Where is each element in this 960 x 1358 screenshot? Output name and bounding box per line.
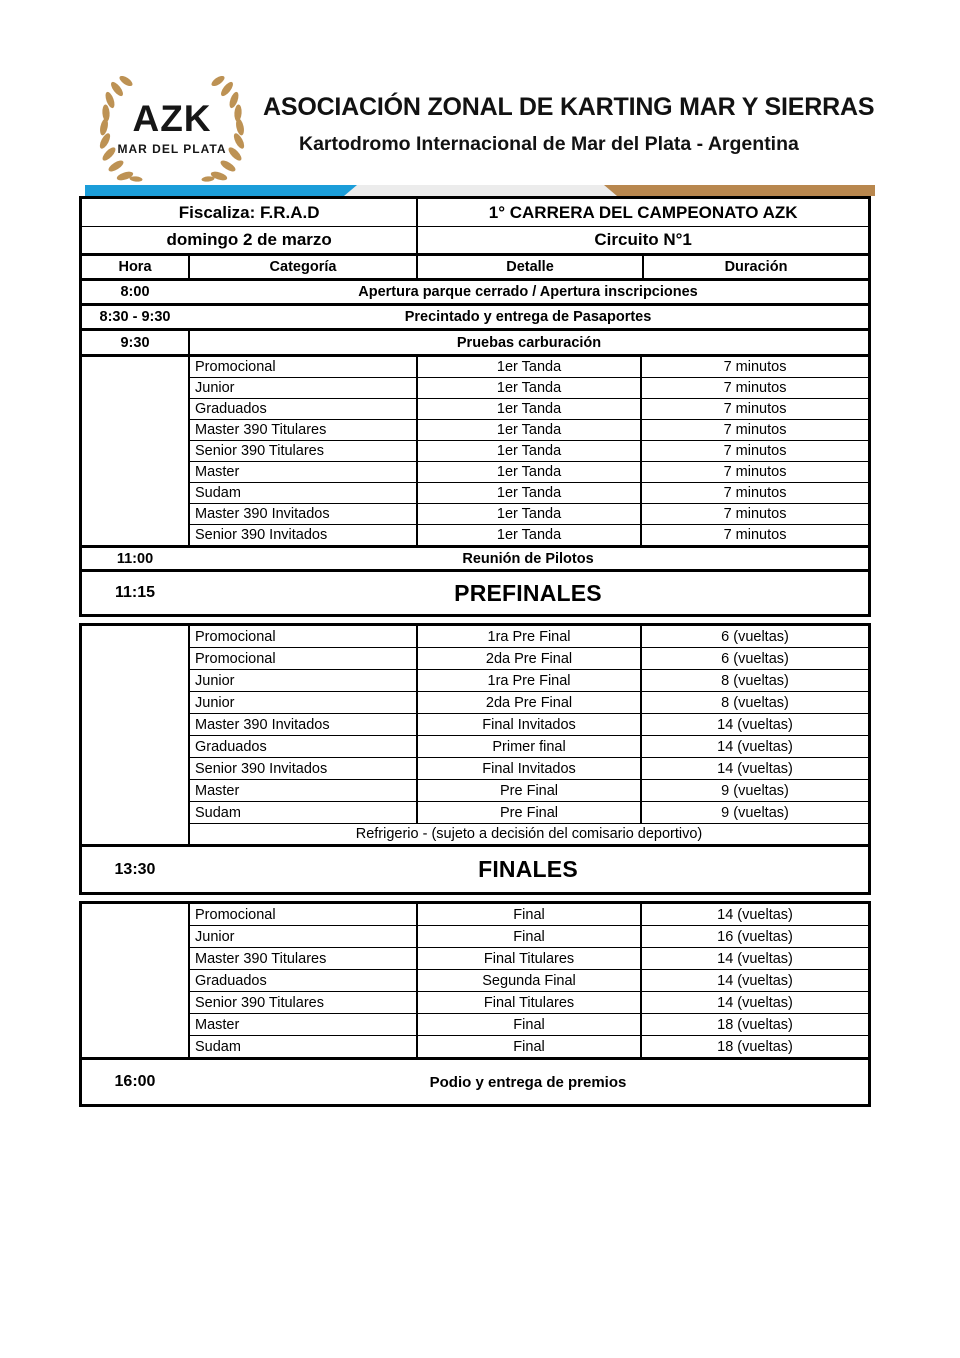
- finales-banner-block: [79, 844, 871, 895]
- table-row: [190, 904, 868, 925]
- category-cell: Sudam: [195, 1038, 241, 1055]
- section-title: PREFINALES: [454, 579, 602, 606]
- event-title-cell: 1° CARRERA DEL CAMPEONATO AZK: [416, 199, 868, 226]
- detail-cell: Pre Final: [416, 802, 640, 823]
- duration-cell: 14 (vueltas): [640, 948, 868, 969]
- detail-cell: 2da Pre Final: [416, 648, 640, 669]
- duration-cell: 7 minutos: [640, 357, 868, 377]
- duration-cell: 8 (vueltas): [640, 692, 868, 713]
- logo-location: MAR DEL PLATA: [117, 142, 227, 156]
- table-row: [190, 991, 868, 1013]
- carburacion-rows: [190, 357, 868, 545]
- table-row: [190, 482, 868, 503]
- duration-cell: 9 (vueltas): [640, 780, 868, 801]
- detail-cell: 1ra Pre Final: [416, 626, 640, 647]
- precintado-row: [82, 306, 868, 328]
- accent-bar-tan-segment: [604, 185, 875, 196]
- podio-block: [79, 1057, 871, 1107]
- duration-cell: 14 (vueltas): [640, 714, 868, 735]
- reunion-block: [79, 545, 871, 572]
- table-row: [190, 713, 868, 735]
- section-title: FINALES: [478, 856, 578, 882]
- prefinales-banner-row: [82, 572, 868, 614]
- duration-cell: 7 minutos: [640, 483, 868, 503]
- table-row: [190, 1035, 868, 1057]
- prefinales-rows-block: [79, 623, 871, 847]
- page-title: ASOCIACIÓN ZONAL DE KARTING MAR Y SIERRAS: [263, 93, 875, 121]
- table-meta-block: [79, 196, 871, 281]
- finales-banner-row: [82, 847, 868, 892]
- meta-row-2: [82, 226, 868, 253]
- category-cell: Graduados: [195, 738, 267, 755]
- header-titles: [263, 93, 883, 156]
- refrigerio-row: Refrigerio - (sujeto a decisión del comisario deportivo): [190, 823, 868, 844]
- detail-cell: 1er Tanda: [416, 441, 640, 461]
- empty-hora-span: [82, 357, 190, 545]
- table-row: [190, 357, 868, 377]
- logo-acronym: AZK: [132, 98, 212, 139]
- table-row: [190, 626, 868, 647]
- table-row: [190, 969, 868, 991]
- duration-cell: 16 (vueltas): [640, 926, 868, 947]
- category-cell: Master 390 Titulares: [195, 422, 327, 438]
- category-cell: Master 390 Invitados: [195, 716, 330, 733]
- column-header-detalle: Detalle: [416, 256, 642, 278]
- reunion-row: [82, 548, 868, 569]
- category-cell: Senior 390 Titulares: [195, 994, 324, 1011]
- circuit-cell: Circuito N°1: [416, 227, 868, 253]
- detail-cell: 1ra Pre Final: [416, 670, 640, 691]
- time-cell: 13:30: [114, 860, 156, 878]
- detail-cell: 1er Tanda: [416, 483, 640, 503]
- table-row: [190, 503, 868, 524]
- category-cell: Master 390 Invitados: [195, 506, 330, 522]
- column-header-hora: Hora: [118, 259, 152, 275]
- meta-row-1: [82, 199, 868, 226]
- empty-hora-span: [82, 904, 190, 1057]
- prefinales-banner-block: [79, 569, 871, 617]
- category-cell: Promocional: [195, 628, 276, 645]
- category-cell: Junior: [195, 694, 235, 711]
- detail-cell: Podio y entrega de premios: [429, 1073, 627, 1091]
- detail-cell: Final Invitados: [416, 758, 640, 779]
- duration-cell: 7 minutos: [640, 462, 868, 482]
- duration-cell: 9 (vueltas): [640, 802, 868, 823]
- category-cell: Sudam: [195, 485, 241, 501]
- category-cell: Graduados: [195, 401, 267, 417]
- duration-cell: 14 (vueltas): [640, 992, 868, 1013]
- duration-cell: 7 minutos: [640, 378, 868, 398]
- category-cell: Promocional: [195, 359, 276, 375]
- detail-cell: 1er Tanda: [416, 525, 640, 545]
- category-cell: Junior: [195, 672, 235, 689]
- table-row: [190, 461, 868, 482]
- detail-cell: Apertura parque cerrado / Apertura inscripciones: [358, 284, 698, 300]
- carburacion-rows-block: [79, 354, 871, 548]
- time-cell: 8:00: [120, 284, 150, 300]
- detail-cell: Final: [416, 904, 640, 925]
- duration-cell: 7 minutos: [640, 420, 868, 440]
- prefinales-rows: [190, 626, 868, 823]
- duration-cell: 7 minutos: [640, 504, 868, 524]
- category-cell: Master: [195, 782, 240, 799]
- duration-cell: 6 (vueltas): [640, 626, 868, 647]
- detail-cell: Final Titulares: [416, 948, 640, 969]
- table-row: [190, 398, 868, 419]
- duration-cell: 7 minutos: [640, 441, 868, 461]
- table-row: [190, 735, 868, 757]
- table-row: [190, 691, 868, 713]
- time-cell: 8:30 - 9:30: [99, 309, 171, 325]
- duration-cell: 14 (vueltas): [640, 970, 868, 991]
- page-subtitle: Kartodromo Internacional de Mar del Plata - Argentina: [299, 133, 799, 155]
- table-row: [190, 947, 868, 969]
- table-row: [190, 419, 868, 440]
- schedule-table: [79, 196, 871, 1107]
- empty-hora-span: [82, 626, 190, 844]
- finales-rows: [190, 904, 868, 1057]
- detail-cell: 1er Tanda: [416, 462, 640, 482]
- precintado-block: [79, 303, 871, 331]
- podio-row: [82, 1060, 868, 1104]
- finales-rows-block: [79, 901, 871, 1060]
- azk-logo: [93, 76, 251, 186]
- event-date-cell: domingo 2 de marzo: [166, 230, 332, 249]
- table-row: [190, 524, 868, 545]
- duration-cell: 7 minutos: [640, 399, 868, 419]
- category-cell: Senior 390 Invitados: [195, 760, 328, 777]
- duration-cell: 18 (vueltas): [640, 1036, 868, 1057]
- table-row: [190, 757, 868, 779]
- detail-cell: Precintado y entrega de Pasaportes: [404, 309, 652, 325]
- apertura-block: [79, 278, 871, 306]
- detail-cell: Final: [416, 926, 640, 947]
- duration-cell: 14 (vueltas): [640, 758, 868, 779]
- table-row: [190, 669, 868, 691]
- category-cell: Master 390 Titulares: [195, 950, 327, 967]
- detail-cell: 1er Tanda: [416, 399, 640, 419]
- detail-cell: 2da Pre Final: [416, 692, 640, 713]
- detail-cell: Segunda Final: [416, 970, 640, 991]
- time-cell: 11:00: [116, 550, 154, 567]
- category-cell: Sudam: [195, 804, 241, 821]
- duration-cell: 8 (vueltas): [640, 670, 868, 691]
- category-cell: Master: [195, 464, 240, 480]
- detail-cell: Final: [416, 1014, 640, 1035]
- carburacion-header-row: [82, 331, 868, 354]
- detail-cell: Reunión de Pilotos: [462, 550, 594, 567]
- accent-bar: [85, 185, 875, 196]
- category-cell: Promocional: [195, 650, 276, 667]
- table-row: [190, 440, 868, 461]
- table-row: [190, 779, 868, 801]
- column-header-categoria: Categoría: [188, 256, 416, 278]
- category-cell: Graduados: [195, 972, 267, 989]
- category-cell: Promocional: [195, 906, 276, 923]
- detail-cell: 1er Tanda: [416, 504, 640, 524]
- fiscaliza-cell: Fiscaliza: F.R.A.D: [178, 202, 320, 222]
- duration-cell: 7 minutos: [640, 525, 868, 545]
- table-row: [190, 647, 868, 669]
- table-row: [190, 925, 868, 947]
- detail-cell: Primer final: [416, 736, 640, 757]
- detail-cell: Pruebas carburación: [188, 331, 868, 354]
- accent-bar-blue-segment: [85, 185, 357, 196]
- duration-cell: 6 (vueltas): [640, 648, 868, 669]
- time-cell: 9:30: [120, 334, 150, 351]
- category-cell: Master: [195, 1016, 240, 1033]
- column-header-row: [82, 253, 868, 278]
- carburacion-header-block: [79, 328, 871, 357]
- table-row: [190, 1013, 868, 1035]
- apertura-row: [82, 281, 868, 303]
- detail-cell: Final Invitados: [416, 714, 640, 735]
- duration-cell: 18 (vueltas): [640, 1014, 868, 1035]
- detail-cell: Pre Final: [416, 780, 640, 801]
- detail-cell: 1er Tanda: [416, 420, 640, 440]
- category-cell: Senior 390 Titulares: [195, 443, 324, 459]
- column-header-duracion: Duración: [642, 256, 868, 278]
- table-row: [190, 801, 868, 823]
- detail-cell: 1er Tanda: [416, 357, 640, 377]
- duration-cell: 14 (vueltas): [640, 904, 868, 925]
- detail-cell: Final: [416, 1036, 640, 1057]
- duration-cell: 14 (vueltas): [640, 736, 868, 757]
- time-cell: 11:15: [114, 584, 156, 601]
- detail-cell: 1er Tanda: [416, 378, 640, 398]
- category-cell: Junior: [195, 380, 235, 396]
- time-cell: 16:00: [114, 1073, 156, 1090]
- table-row: [190, 377, 868, 398]
- category-cell: Senior 390 Invitados: [195, 527, 328, 543]
- category-cell: Junior: [195, 928, 235, 945]
- detail-cell: Final Titulares: [416, 992, 640, 1013]
